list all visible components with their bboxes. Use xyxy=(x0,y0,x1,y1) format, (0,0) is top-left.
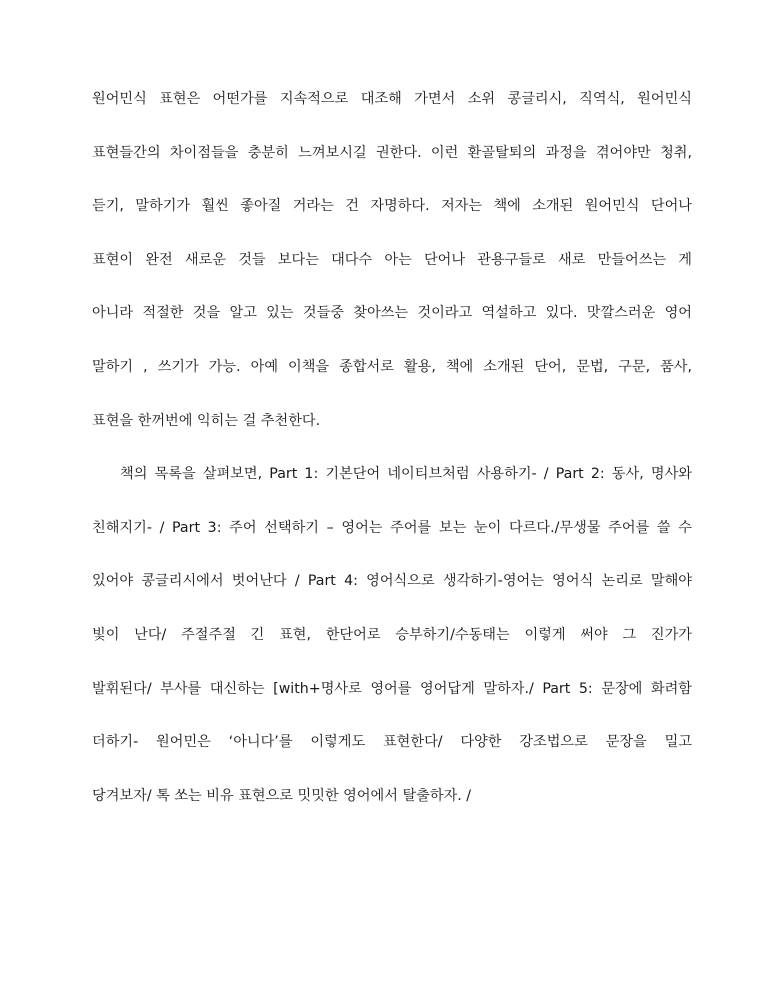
paragraph-line: 당겨보자/ 톡 쏘는 비유 표현으로 밋밋한 영어에서 탈출하자. / xyxy=(92,787,472,804)
paragraph-line: 말하기 , 쓰기가 가능. 아예 이책을 종합서로 활용, 책에 소개된 단어, 문법, 구문, 품사, xyxy=(92,358,692,375)
paragraph-line: 책의 목록을 살펴보면, Part 1: 기본단어 네이티브처럼 사용하기- / Part 2: 동사, 명사와 xyxy=(120,466,692,483)
paragraph-line: 발휘된다/ 부사를 대신하는 [with+명사로 영어를 영어답게 말하자./ Part 5: 문장에 화려함 xyxy=(92,680,692,697)
paragraph-line: 친해지기- / Part 3: 주어 선택하기 – 영어는 주어를 보는 눈이 다르다./무생물 주어를 쓸 수 xyxy=(92,519,692,536)
paragraph-line: 듣기, 말하기가 훨씬 좋아질 거라는 건 자명하다. 저자는 책에 소개된 원어민식 단어나 xyxy=(92,198,692,215)
paragraph-line: 표현이 완전 새로운 것들 보다는 대다수 아는 단어나 관용구들로 새로 만들어쓰는 게 xyxy=(92,251,692,268)
paragraph-line: 표현을 한꺼번에 익히는 걸 추천한다. xyxy=(92,412,321,429)
paragraph-line: 있어야 콩글리시에서 벗어난다 / Part 4: 영어식으로 생각하기-영어는 영어식 논리로 말해야 xyxy=(92,573,692,590)
paragraph-line: 아니라 적절한 것을 알고 있는 것들중 찾아쓰는 것이라고 역설하고 있다. 맛깔스러운 영어 xyxy=(92,305,692,322)
body-text xyxy=(92,88,692,838)
paragraph-line: 표현들간의 차이점들을 충분히 느껴보시길 권한다. 이런 환골탈퇴의 과정을 겪어야만 청취, xyxy=(92,144,692,161)
paragraph-line: 빛이 난다/ 주절주절 긴 표현, 한단어로 승부하기/수동태는 이렇게 써야 그 진가가 xyxy=(92,626,692,643)
paragraph-line: 원어민식 표현은 어떤가를 지속적으로 대조해 가면서 소위 콩글리시, 직역식, 원어민식 xyxy=(92,91,692,107)
paragraph-line: 더하기- 원어민은 ‘아니다’를 이렇게도 표현한다/ 다양한 강조법으로 문장을 밀고 xyxy=(92,734,692,751)
